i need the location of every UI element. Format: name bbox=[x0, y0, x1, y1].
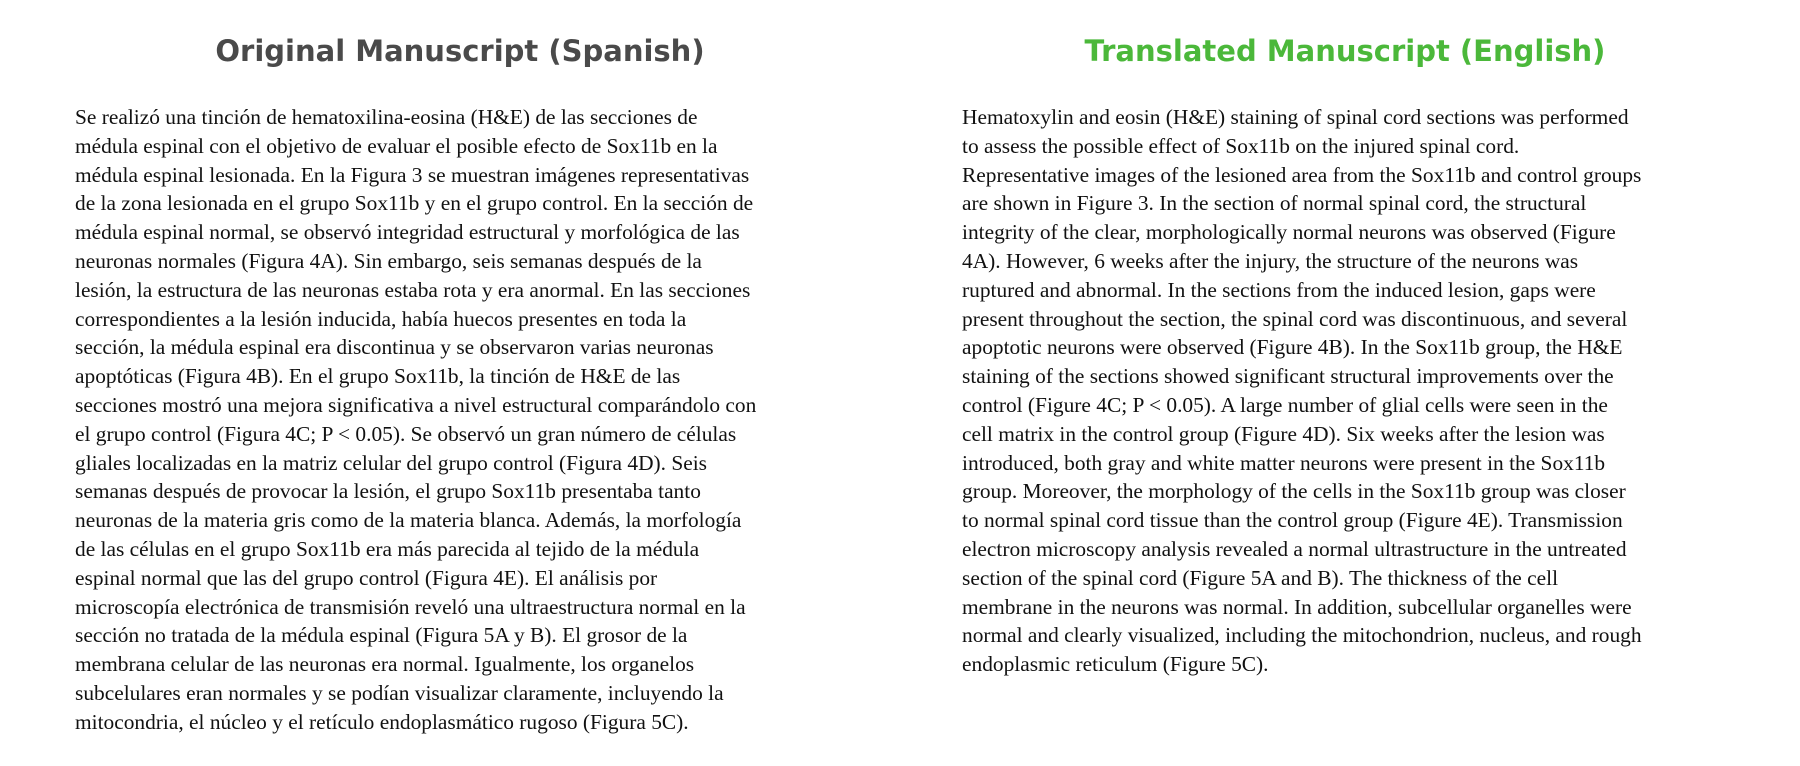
translated-line: endoplasmic reticulum (Figure 5C). bbox=[962, 652, 1269, 677]
translated-line: ruptured and abnormal. In the sections from the induced lesion, gaps were bbox=[962, 277, 1596, 302]
original-line: sección, la médula espinal era discontinua y se observaron varias neuronas bbox=[75, 335, 714, 360]
original-line: neuronas de la materia gris como de la materia blanca. Además, la morfología bbox=[75, 508, 742, 533]
original-line: semanas después de provocar la lesión, el grupo Sox11b presentaba tanto bbox=[75, 479, 701, 504]
translated-line: membrane in the neurons was normal. In addition, subcellular organelles were bbox=[962, 594, 1632, 619]
translated-line: staining of the sections showed significant structural improvements over the bbox=[962, 364, 1614, 389]
translated-line: introduced, both gray and white matter neurons were present in the Sox11b bbox=[962, 450, 1606, 475]
original-line: neuronas normales (Figura 4A). Sin embargo, seis semanas después de la bbox=[75, 248, 702, 273]
original-line: subcelulares eran normales y se podían visualizar claramente, incluyendo la bbox=[75, 680, 724, 705]
original-line: el grupo control (Figura 4C; P < 0.05). Se observó un gran número de células bbox=[75, 421, 737, 446]
original-line: médula espinal normal, se observó integridad estructural y morfológica de las bbox=[75, 220, 740, 245]
original-line: médula espinal con el objetivo de evaluar el posible efecto de Sox11b en la bbox=[75, 133, 718, 158]
translated-line: to normal spinal cord tissue than the control group (Figure 4E). Transmission bbox=[962, 508, 1623, 533]
translated-line: electron microscopy analysis revealed a normal ultrastructure in the untreated bbox=[962, 536, 1627, 561]
translated-line: 4A). However, 6 weeks after the injury, the structure of the neurons was bbox=[962, 248, 1579, 273]
translated-manuscript-body bbox=[962, 103, 1642, 679]
translated-line: cell matrix in the control group (Figure 4D). Six weeks after the lesion was bbox=[962, 421, 1605, 446]
translated-line: apoptotic neurons were observed (Figure 4B). In the Sox11b group, the H&E bbox=[962, 335, 1623, 360]
original-line: de las células en el grupo Sox11b era más parecida al tejido de la médula bbox=[75, 536, 700, 561]
translated-manuscript-panel bbox=[900, 0, 1800, 766]
original-line: de la zona lesionada en el grupo Sox11b y en el grupo control. En la sección de bbox=[75, 191, 754, 216]
original-manuscript-title: Original Manuscript (Spanish) bbox=[215, 34, 705, 68]
original-line: secciones mostró una mejora significativa a nivel estructural comparándolo con bbox=[75, 392, 757, 417]
original-line: membrana celular de las neuronas era normal. Igualmente, los organelos bbox=[75, 652, 695, 677]
original-line: gliales localizadas en la matriz celular del grupo control (Figura 4D). Seis bbox=[75, 450, 707, 475]
translated-line: group. Moreover, the morphology of the cells in the Sox11b group was closer bbox=[962, 479, 1626, 504]
translated-manuscript-title: Translated Manuscript (English) bbox=[1084, 34, 1606, 68]
translated-line: to assess the possible effect of Sox11b on the injured spinal cord. bbox=[962, 133, 1520, 158]
original-line: correspondientes a la lesión inducida, había huecos presentes en toda la bbox=[75, 306, 687, 331]
original-line: Se realizó una tinción de hematoxilina-eosina (H&E) de las secciones de bbox=[75, 105, 698, 129]
translated-line: integrity of the clear, morphologically normal neurons was observed (Figure bbox=[962, 220, 1616, 245]
original-manuscript-body bbox=[75, 103, 756, 737]
translated-line: normal and clearly visualized, including the mitochondrion, nucleus, and rough bbox=[962, 623, 1642, 648]
original-line: espinal normal que las del grupo control (Figura 4E). El análisis por bbox=[75, 565, 658, 590]
original-line: mitocondria, el núcleo y el retículo endoplasmático rugoso (Figura 5C). bbox=[75, 709, 689, 734]
original-line: lesión, la estructura de las neuronas estaba rota y era anormal. En las secciones bbox=[75, 277, 751, 302]
translated-line: section of the spinal cord (Figure 5A and B). The thickness of the cell bbox=[962, 565, 1559, 590]
translated-line: present throughout the section, the spinal cord was discontinuous, and several bbox=[962, 306, 1628, 331]
translated-line: control (Figure 4C; P < 0.05). A large number of glial cells were seen in the bbox=[962, 392, 1608, 417]
translated-line: are shown in Figure 3. In the section of normal spinal cord, the structural bbox=[962, 191, 1587, 216]
translated-line: Representative images of the lesioned area from the Sox11b and control groups bbox=[962, 162, 1642, 187]
original-line: sección no tratada de la médula espinal (Figura 5A y B). El grosor de la bbox=[75, 623, 688, 648]
original-line: médula espinal lesionada. En la Figura 3 se muestran imágenes representativas bbox=[75, 162, 750, 187]
original-line: microscopía electrónica de transmisión reveló una ultraestructura normal en la bbox=[75, 594, 746, 619]
original-line: apoptóticas (Figura 4B). En el grupo Sox11b, la tinción de H&E de las bbox=[75, 364, 681, 389]
translated-line: Hematoxylin and eosin (H&E) staining of spinal cord sections was performed bbox=[962, 105, 1629, 129]
